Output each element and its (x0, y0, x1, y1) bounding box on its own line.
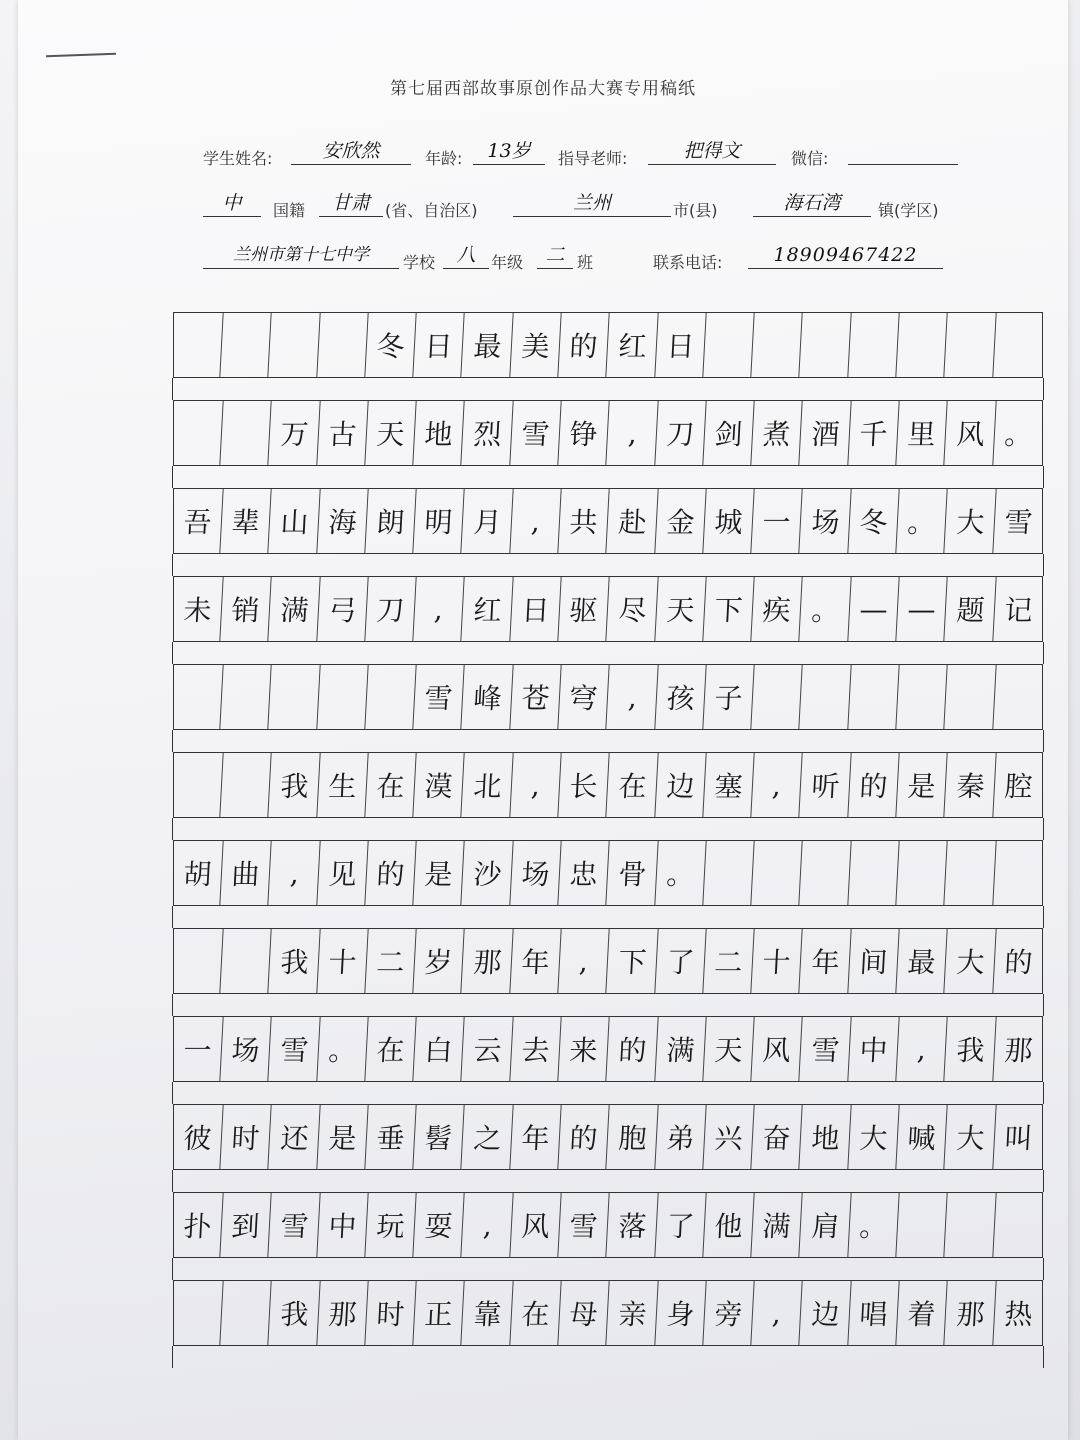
manuscript-cell: 二 (703, 929, 755, 993)
manuscript-cell: 铮 (559, 401, 611, 465)
manuscript-cell: 城 (703, 489, 755, 553)
manuscript-cell: 里 (897, 401, 949, 465)
manuscript-cell: 地 (414, 401, 466, 465)
manuscript-cell: 剑 (703, 401, 755, 465)
manuscript-cell: 明 (414, 489, 466, 553)
manuscript-cell: 到 (221, 1193, 273, 1257)
manuscript-cell: 场 (800, 489, 852, 553)
province-field: 甘肃 (319, 192, 383, 217)
manuscript-row (173, 1016, 1043, 1104)
country-label: 国籍 (273, 201, 306, 220)
school-label: 学校 (403, 253, 436, 272)
manuscript-cell: 我 (269, 929, 321, 993)
manuscript-cell: 刀 (365, 577, 417, 641)
town-field: 海石湾 (753, 192, 871, 217)
manuscript-row (173, 1280, 1043, 1368)
manuscript-cell: 正 (414, 1281, 466, 1345)
manuscript-cell: 天 (365, 401, 417, 465)
manuscript-row (173, 664, 1043, 752)
manuscript-cell: 身 (655, 1281, 707, 1345)
manuscript-cell: 着 (897, 1281, 949, 1345)
manuscript-row (173, 1104, 1043, 1192)
manuscript-cell: 酒 (800, 401, 852, 465)
manuscript-cell: 在 (510, 1281, 562, 1345)
manuscript-cell: 我 (269, 1281, 321, 1345)
manuscript-cell: 是 (317, 1105, 369, 1169)
manuscript-cell: 中 (848, 1017, 900, 1081)
manuscript-cell: , (607, 665, 659, 729)
manuscript-cell (317, 313, 369, 377)
manuscript-row (173, 488, 1043, 576)
manuscript-cell-strip (173, 1192, 1043, 1258)
manuscript-cell-strip (173, 840, 1043, 906)
manuscript-cell: 十 (752, 929, 804, 993)
manuscript-cell: 风 (752, 1017, 804, 1081)
manuscript-cell (993, 841, 1044, 905)
manuscript-cell (752, 665, 804, 729)
manuscript-cell: 时 (365, 1281, 417, 1345)
manuscript-cell: 彼 (172, 1105, 224, 1169)
manuscript-cell (848, 841, 900, 905)
manuscript-cell: 冬 (848, 489, 900, 553)
manuscript-cell: 下 (703, 577, 755, 641)
manuscript-cell: 穹 (559, 665, 611, 729)
manuscript-cell: 十 (317, 929, 369, 993)
manuscript-cell: 落 (607, 1193, 659, 1257)
manuscript-cell: 是 (414, 841, 466, 905)
manuscript-cell: 地 (800, 1105, 852, 1169)
age-field: 13岁 (473, 140, 545, 165)
manuscript-cell: 峰 (462, 665, 514, 729)
manuscript-cell: , (414, 577, 466, 641)
manuscript-cell: 雪 (414, 665, 466, 729)
manuscript-cell-strip (173, 488, 1043, 554)
city-label: 市(县) (673, 201, 718, 220)
manuscript-cell-strip (173, 1104, 1043, 1170)
manuscript-cell: 兴 (703, 1105, 755, 1169)
manuscript-cell: 年 (510, 1105, 562, 1169)
manuscript-cell: , (269, 841, 321, 905)
manuscript-cell (269, 665, 321, 729)
manuscript-cell-strip (173, 1016, 1043, 1082)
manuscript-cell: 年 (800, 929, 852, 993)
manuscript-cell: 疾 (752, 577, 804, 641)
row-spacer (172, 1082, 1044, 1104)
manuscript-cell: , (559, 929, 611, 993)
manuscript-cell: 了 (655, 1193, 707, 1257)
manuscript-cell: 秦 (945, 753, 997, 817)
manuscript-cell: 的 (559, 1105, 611, 1169)
manuscript-cell: 辈 (221, 489, 273, 553)
manuscript-cell: 腔 (1003, 770, 1034, 803)
entry-form (203, 140, 1003, 296)
manuscript-grid (173, 312, 1043, 1368)
city-field: 兰州 (513, 192, 671, 217)
manuscript-cell: 雪 (510, 401, 562, 465)
manuscript-cell (800, 665, 852, 729)
manuscript-row (173, 752, 1043, 840)
manuscript-cell (221, 929, 273, 993)
manuscript-cell: 满 (269, 577, 321, 641)
manuscript-row (173, 928, 1043, 1016)
manuscript-cell: , (607, 401, 659, 465)
manuscript-cell (800, 313, 852, 377)
country-field: 中 (203, 192, 261, 217)
manuscript-cell: 塞 (703, 753, 755, 817)
manuscript-cell: , (510, 489, 562, 553)
manuscript-cell (993, 313, 1044, 377)
manuscript-cell: 胡 (172, 841, 224, 905)
manuscript-cell: 我 (945, 1017, 997, 1081)
manuscript-cell: 的 (365, 841, 417, 905)
manuscript-cell (172, 753, 224, 817)
manuscript-cell (172, 313, 224, 377)
manuscript-cell (897, 841, 949, 905)
manuscript-cell: 最 (897, 929, 949, 993)
manuscript-cell (172, 665, 224, 729)
manuscript-cell: 共 (559, 489, 611, 553)
manuscript-cell (172, 401, 224, 465)
manuscript-cell: 曲 (221, 841, 273, 905)
manuscript-cell (993, 665, 1044, 729)
manuscript-cell-strip (173, 400, 1043, 466)
manuscript-cell: 日 (655, 313, 707, 377)
manuscript-cell: 去 (510, 1017, 562, 1081)
manuscript-cell-strip (173, 928, 1043, 994)
manuscript-cell (221, 313, 273, 377)
manuscript-cell: 的 (607, 1017, 659, 1081)
manuscript-cell: 冬 (365, 313, 417, 377)
manuscript-cell: 刀 (655, 401, 707, 465)
manuscript-cell: 的 (1003, 946, 1034, 979)
manuscript-cell: 漠 (414, 753, 466, 817)
manuscript-paper (18, 0, 1068, 1440)
manuscript-cell: 垂 (365, 1105, 417, 1169)
manuscript-cell (897, 665, 949, 729)
row-spacer (172, 1170, 1044, 1192)
manuscript-cell (897, 313, 949, 377)
manuscript-cell: , (752, 753, 804, 817)
manuscript-cell: 他 (703, 1193, 755, 1257)
manuscript-cell: 大 (945, 929, 997, 993)
manuscript-cell: 忠 (559, 841, 611, 905)
paper-edge-mark (46, 53, 116, 57)
manuscript-cell: 年 (510, 929, 562, 993)
manuscript-cell: 子 (703, 665, 755, 729)
manuscript-cell: 一 (172, 1017, 224, 1081)
student-name-field: 安欣然 (291, 140, 411, 165)
manuscript-cell: 记 (1003, 594, 1034, 627)
manuscript-cell: 喊 (897, 1105, 949, 1169)
manuscript-cell: 热 (1003, 1298, 1034, 1331)
manuscript-cell: 奋 (752, 1105, 804, 1169)
manuscript-cell (703, 841, 755, 905)
manuscript-cell (945, 841, 997, 905)
wechat-label: 微信: (791, 149, 829, 168)
school-field: 兰州市第十七中学 (203, 244, 399, 269)
manuscript-cell (752, 313, 804, 377)
manuscript-cell: 北 (462, 753, 514, 817)
manuscript-cell: 耍 (414, 1193, 466, 1257)
manuscript-cell-strip (173, 312, 1043, 378)
manuscript-cell: 古 (317, 401, 369, 465)
manuscript-cell: 玩 (365, 1193, 417, 1257)
manuscript-cell: 那 (945, 1281, 997, 1345)
manuscript-cell: 时 (221, 1105, 273, 1169)
manuscript-cell: 髫 (414, 1105, 466, 1169)
manuscript-cell: 是 (897, 753, 949, 817)
manuscript-cell: 。 (800, 577, 852, 641)
manuscript-cell: 。 (848, 1193, 900, 1257)
manuscript-cell: 长 (559, 753, 611, 817)
manuscript-cell: 大 (945, 489, 997, 553)
manuscript-cell-strip (173, 664, 1043, 730)
manuscript-row (173, 312, 1043, 400)
manuscript-cell: 靠 (462, 1281, 514, 1345)
manuscript-cell-strip (173, 1280, 1043, 1346)
manuscript-cell: 云 (462, 1017, 514, 1081)
manuscript-cell: 。 (655, 841, 707, 905)
manuscript-cell: 万 (269, 401, 321, 465)
manuscript-cell (269, 313, 321, 377)
manuscript-cell (897, 1193, 949, 1257)
manuscript-cell: 孩 (655, 665, 707, 729)
manuscript-cell: 天 (655, 577, 707, 641)
manuscript-cell: 金 (655, 489, 707, 553)
manuscript-cell: 海 (317, 489, 369, 553)
manuscript-cell (317, 665, 369, 729)
manuscript-cell: 岁 (414, 929, 466, 993)
manuscript-cell: 。 (317, 1017, 369, 1081)
manuscript-cell: 胞 (607, 1105, 659, 1169)
manuscript-cell: 苍 (510, 665, 562, 729)
manuscript-cell: 的 (559, 313, 611, 377)
manuscript-cell: 雪 (269, 1193, 321, 1257)
manuscript-cell: 雪 (1003, 506, 1034, 539)
manuscript-cell: 叫 (1003, 1122, 1034, 1155)
manuscript-cell: 在 (607, 753, 659, 817)
manuscript-cell: 生 (317, 753, 369, 817)
teacher-field: 把得文 (648, 140, 776, 165)
manuscript-cell: 边 (800, 1281, 852, 1345)
manuscript-cell: 的 (848, 753, 900, 817)
student-name-label: 学生姓名: (203, 149, 273, 168)
manuscript-cell: 还 (269, 1105, 321, 1169)
manuscript-cell: 旁 (703, 1281, 755, 1345)
manuscript-cell (172, 929, 224, 993)
form-row-2 (203, 192, 1003, 244)
wechat-field (848, 140, 958, 165)
manuscript-cell (221, 665, 273, 729)
manuscript-cell: 大 (848, 1105, 900, 1169)
manuscript-cell: 白 (414, 1017, 466, 1081)
manuscript-cell: 弟 (655, 1105, 707, 1169)
manuscript-cell: 驱 (559, 577, 611, 641)
manuscript-cell: 风 (945, 401, 997, 465)
manuscript-cell: 月 (462, 489, 514, 553)
manuscript-cell: 尽 (607, 577, 659, 641)
grade-field: 八 (443, 244, 489, 269)
manuscript-cell: 那 (1003, 1034, 1034, 1067)
manuscript-cell: 大 (945, 1105, 997, 1169)
manuscript-cell: 红 (462, 577, 514, 641)
manuscript-cell: 间 (848, 929, 900, 993)
manuscript-cell: 在 (365, 753, 417, 817)
manuscript-cell (221, 1281, 273, 1345)
manuscript-cell (848, 665, 900, 729)
town-label: 镇(学区) (878, 201, 939, 220)
grade-label: 年级 (491, 253, 524, 272)
manuscript-row (173, 576, 1043, 664)
manuscript-cell: 听 (800, 753, 852, 817)
manuscript-cell (945, 313, 997, 377)
manuscript-cell: 来 (559, 1017, 611, 1081)
manuscript-cell: — (897, 577, 949, 641)
row-spacer (172, 378, 1044, 400)
manuscript-cell: 弓 (317, 577, 369, 641)
row-spacer (172, 906, 1044, 928)
manuscript-cell: 满 (752, 1193, 804, 1257)
manuscript-cell: , (752, 1281, 804, 1345)
phone-field: 18909467422 (748, 244, 943, 269)
manuscript-cell: 一 (752, 489, 804, 553)
manuscript-cell (365, 665, 417, 729)
manuscript-cell: 朗 (365, 489, 417, 553)
manuscript-cell: 烈 (462, 401, 514, 465)
manuscript-cell: , (897, 1017, 949, 1081)
manuscript-cell: 亲 (607, 1281, 659, 1345)
row-spacer (172, 642, 1044, 664)
manuscript-cell: 那 (317, 1281, 369, 1345)
manuscript-cell (172, 1281, 224, 1345)
manuscript-cell: 吾 (172, 489, 224, 553)
manuscript-cell (848, 313, 900, 377)
manuscript-cell (221, 753, 273, 817)
manuscript-cell: 沙 (462, 841, 514, 905)
manuscript-cell: 中 (317, 1193, 369, 1257)
form-row-3 (203, 244, 1003, 296)
manuscript-cell: 场 (510, 841, 562, 905)
manuscript-cell: 。 (1003, 418, 1034, 451)
age-label: 年龄: (425, 149, 463, 168)
row-spacer (172, 466, 1044, 488)
manuscript-row (173, 400, 1043, 488)
sheet-title: 第七届西部故事原创作品大赛专用稿纸 (390, 79, 696, 99)
row-spacer (172, 994, 1044, 1016)
manuscript-cell: 了 (655, 929, 707, 993)
manuscript-cell: 唱 (848, 1281, 900, 1345)
manuscript-cell: 雪 (559, 1193, 611, 1257)
manuscript-cell: 在 (365, 1017, 417, 1081)
manuscript-cell: 雪 (800, 1017, 852, 1081)
manuscript-cell: 那 (462, 929, 514, 993)
manuscript-cell: 未 (172, 577, 224, 641)
manuscript-cell: — (848, 577, 900, 641)
manuscript-cell: 雪 (269, 1017, 321, 1081)
manuscript-cell: 之 (462, 1105, 514, 1169)
class-field: 二 (537, 244, 573, 269)
manuscript-cell: 天 (703, 1017, 755, 1081)
manuscript-cell: 。 (897, 489, 949, 553)
manuscript-cell: 美 (510, 313, 562, 377)
manuscript-cell: 赴 (607, 489, 659, 553)
manuscript-cell: 下 (607, 929, 659, 993)
manuscript-cell: 题 (945, 577, 997, 641)
manuscript-cell: 风 (510, 1193, 562, 1257)
phone-label: 联系电话: (653, 253, 723, 272)
manuscript-cell: 母 (559, 1281, 611, 1345)
manuscript-cell: 骨 (607, 841, 659, 905)
manuscript-cell: 销 (221, 577, 273, 641)
manuscript-cell-strip (173, 576, 1043, 642)
province-label: (省、自治区) (385, 201, 478, 220)
row-spacer (172, 1258, 1044, 1280)
manuscript-cell (752, 841, 804, 905)
manuscript-cell: 最 (462, 313, 514, 377)
teacher-label: 指导老师: (558, 149, 628, 168)
manuscript-row (173, 840, 1043, 928)
manuscript-cell: 我 (269, 753, 321, 817)
manuscript-cell: 日 (510, 577, 562, 641)
row-spacer (172, 1346, 1044, 1368)
manuscript-cell: 扑 (172, 1193, 224, 1257)
manuscript-cell: 场 (221, 1017, 273, 1081)
manuscript-cell (945, 665, 997, 729)
row-spacer (172, 554, 1044, 576)
manuscript-cell: 红 (607, 313, 659, 377)
manuscript-cell: 边 (655, 753, 707, 817)
manuscript-cell (993, 1193, 1044, 1257)
manuscript-cell (221, 401, 273, 465)
class-label: 班 (577, 253, 594, 272)
manuscript-cell-strip (173, 752, 1043, 818)
manuscript-cell: 千 (848, 401, 900, 465)
manuscript-cell: , (510, 753, 562, 817)
row-spacer (172, 730, 1044, 752)
manuscript-row (173, 1192, 1043, 1280)
manuscript-cell: 日 (414, 313, 466, 377)
manuscript-cell: 见 (317, 841, 369, 905)
manuscript-cell (703, 313, 755, 377)
manuscript-cell: 二 (365, 929, 417, 993)
row-spacer (172, 818, 1044, 840)
manuscript-cell: 煮 (752, 401, 804, 465)
form-row-1 (203, 140, 1003, 192)
manuscript-cell: 山 (269, 489, 321, 553)
manuscript-cell (945, 1193, 997, 1257)
manuscript-cell: 肩 (800, 1193, 852, 1257)
manuscript-cell: , (462, 1193, 514, 1257)
manuscript-cell (800, 841, 852, 905)
manuscript-cell: 满 (655, 1017, 707, 1081)
